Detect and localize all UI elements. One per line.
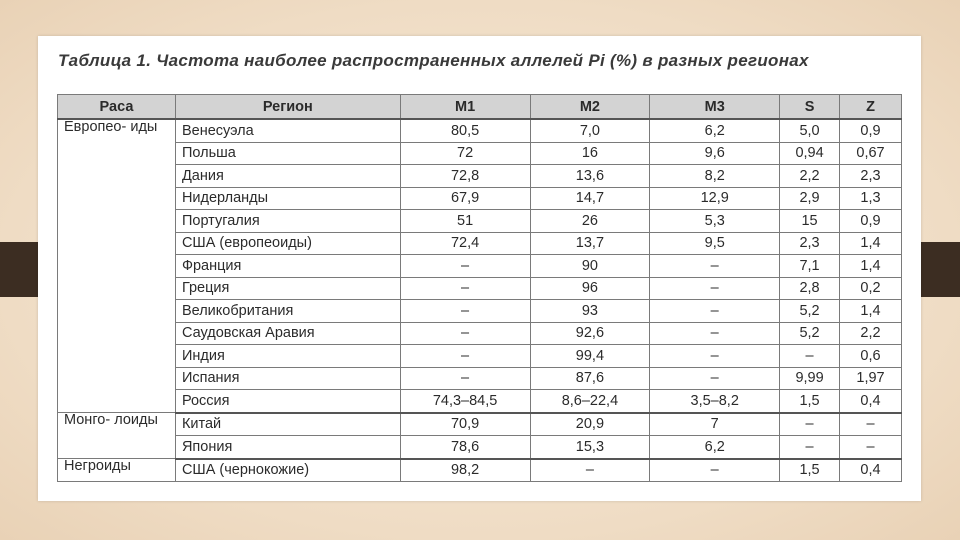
header-z: Z bbox=[840, 95, 902, 120]
m2-cell: 20,9 bbox=[530, 413, 650, 436]
m3-cell: 6,2 bbox=[650, 436, 780, 459]
m3-cell: 9,6 bbox=[650, 142, 780, 165]
region-cell: Великобритания bbox=[175, 300, 400, 323]
table-row bbox=[58, 119, 902, 142]
table-row bbox=[58, 142, 902, 165]
s-cell: 5,2 bbox=[780, 322, 840, 345]
region-cell: Дания bbox=[175, 165, 400, 188]
table-row bbox=[58, 232, 902, 255]
header-m3: M3 bbox=[650, 95, 780, 120]
m2-cell: 96 bbox=[530, 277, 650, 300]
m2-cell: 99,4 bbox=[530, 345, 650, 368]
m1-cell: 72,8 bbox=[400, 165, 530, 188]
m2-cell: 90 bbox=[530, 255, 650, 278]
region-cell: США (европеоиды) bbox=[175, 232, 400, 255]
table-caption: Таблица 1. Частота наиболее распространенных аллелей Pi (%) в разных регионах bbox=[58, 51, 809, 70]
m3-cell: 8,2 bbox=[650, 165, 780, 188]
slide-card bbox=[38, 36, 921, 501]
race-cell: Европео- иды bbox=[58, 119, 176, 413]
table-row bbox=[58, 277, 902, 300]
s-cell: 2,3 bbox=[780, 232, 840, 255]
table-row bbox=[58, 300, 902, 323]
z-cell: 0,2 bbox=[840, 277, 902, 300]
z-cell: 0,6 bbox=[840, 345, 902, 368]
header-m1: M1 bbox=[400, 95, 530, 120]
m1-cell: – bbox=[400, 367, 530, 390]
table-row bbox=[58, 210, 902, 233]
m2-cell: 13,7 bbox=[530, 232, 650, 255]
m1-cell: 72,4 bbox=[400, 232, 530, 255]
m3-cell: – bbox=[650, 459, 780, 482]
m1-cell: 67,9 bbox=[400, 187, 530, 210]
region-cell: Польша bbox=[175, 142, 400, 165]
z-cell: 1,4 bbox=[840, 300, 902, 323]
region-cell: США (чернокожие) bbox=[175, 459, 400, 482]
m2-cell: – bbox=[530, 459, 650, 482]
table-row bbox=[58, 187, 902, 210]
header-region: Регион bbox=[175, 95, 400, 120]
m2-cell: 87,6 bbox=[530, 367, 650, 390]
m1-cell: – bbox=[400, 277, 530, 300]
header-m2: M2 bbox=[530, 95, 650, 120]
m2-cell: 16 bbox=[530, 142, 650, 165]
region-cell: Нидерланды bbox=[175, 187, 400, 210]
m3-cell: 5,3 bbox=[650, 210, 780, 233]
race-cell: Монго- лоиды bbox=[58, 413, 176, 459]
m3-cell: – bbox=[650, 300, 780, 323]
s-cell: – bbox=[780, 436, 840, 459]
z-cell: 2,2 bbox=[840, 322, 902, 345]
m1-cell: 98,2 bbox=[400, 459, 530, 482]
z-cell: 0,4 bbox=[840, 390, 902, 413]
region-cell: Греция bbox=[175, 277, 400, 300]
z-cell: 1,3 bbox=[840, 187, 902, 210]
m1-cell: 74,3–84,5 bbox=[400, 390, 530, 413]
m1-cell: – bbox=[400, 322, 530, 345]
m2-cell: 26 bbox=[530, 210, 650, 233]
m3-cell: 12,9 bbox=[650, 187, 780, 210]
z-cell: 0,9 bbox=[840, 210, 902, 233]
s-cell: 0,94 bbox=[780, 142, 840, 165]
table-row bbox=[58, 255, 902, 278]
m2-cell: 14,7 bbox=[530, 187, 650, 210]
m1-cell: 72 bbox=[400, 142, 530, 165]
m2-cell: 93 bbox=[530, 300, 650, 323]
region-cell: Саудовская Аравия bbox=[175, 322, 400, 345]
region-cell: Россия bbox=[175, 390, 400, 413]
m3-cell: 3,5–8,2 bbox=[650, 390, 780, 413]
m2-cell: 13,6 bbox=[530, 165, 650, 188]
m3-cell: 9,5 bbox=[650, 232, 780, 255]
m1-cell: 70,9 bbox=[400, 413, 530, 436]
region-cell: Венесуэла bbox=[175, 119, 400, 142]
table-row bbox=[58, 322, 902, 345]
m3-cell: 6,2 bbox=[650, 119, 780, 142]
m2-cell: 8,6–22,4 bbox=[530, 390, 650, 413]
m3-cell: – bbox=[650, 255, 780, 278]
z-cell: 0,4 bbox=[840, 459, 902, 482]
s-cell: 2,2 bbox=[780, 165, 840, 188]
table-body bbox=[58, 119, 902, 482]
m3-cell: – bbox=[650, 277, 780, 300]
table-header-row bbox=[58, 95, 902, 120]
region-cell: Португалия bbox=[175, 210, 400, 233]
z-cell: – bbox=[840, 413, 902, 436]
m3-cell: – bbox=[650, 322, 780, 345]
region-cell: Китай bbox=[175, 413, 400, 436]
header-race: Раса bbox=[58, 95, 176, 120]
m2-cell: 7,0 bbox=[530, 119, 650, 142]
m3-cell: 7 bbox=[650, 413, 780, 436]
table-row bbox=[58, 436, 902, 459]
m1-cell: – bbox=[400, 345, 530, 368]
m1-cell: – bbox=[400, 300, 530, 323]
s-cell: – bbox=[780, 345, 840, 368]
m1-cell: 80,5 bbox=[400, 119, 530, 142]
region-cell: Испания bbox=[175, 367, 400, 390]
region-cell: Япония bbox=[175, 436, 400, 459]
s-cell: 7,1 bbox=[780, 255, 840, 278]
table-row bbox=[58, 390, 902, 413]
m2-cell: 15,3 bbox=[530, 436, 650, 459]
header-s: S bbox=[780, 95, 840, 120]
s-cell: – bbox=[780, 413, 840, 436]
z-cell: – bbox=[840, 436, 902, 459]
s-cell: 9,99 bbox=[780, 367, 840, 390]
s-cell: 1,5 bbox=[780, 390, 840, 413]
region-cell: Франция bbox=[175, 255, 400, 278]
m1-cell: – bbox=[400, 255, 530, 278]
s-cell: 2,8 bbox=[780, 277, 840, 300]
table-row bbox=[58, 413, 902, 436]
region-cell: Индия bbox=[175, 345, 400, 368]
right-accent-bar bbox=[916, 242, 960, 297]
z-cell: 1,4 bbox=[840, 232, 902, 255]
m1-cell: 51 bbox=[400, 210, 530, 233]
table-row bbox=[58, 165, 902, 188]
s-cell: 5,0 bbox=[780, 119, 840, 142]
z-cell: 0,67 bbox=[840, 142, 902, 165]
table-row bbox=[58, 345, 902, 368]
z-cell: 1,97 bbox=[840, 367, 902, 390]
allele-frequency-table bbox=[57, 94, 902, 482]
m2-cell: 92,6 bbox=[530, 322, 650, 345]
s-cell: 5,2 bbox=[780, 300, 840, 323]
table-row bbox=[58, 459, 902, 482]
table-row bbox=[58, 367, 902, 390]
s-cell: 1,5 bbox=[780, 459, 840, 482]
z-cell: 1,4 bbox=[840, 255, 902, 278]
s-cell: 15 bbox=[780, 210, 840, 233]
z-cell: 2,3 bbox=[840, 165, 902, 188]
m1-cell: 78,6 bbox=[400, 436, 530, 459]
z-cell: 0,9 bbox=[840, 119, 902, 142]
m3-cell: – bbox=[650, 345, 780, 368]
m3-cell: – bbox=[650, 367, 780, 390]
race-cell: Негроиды bbox=[58, 459, 176, 482]
s-cell: 2,9 bbox=[780, 187, 840, 210]
